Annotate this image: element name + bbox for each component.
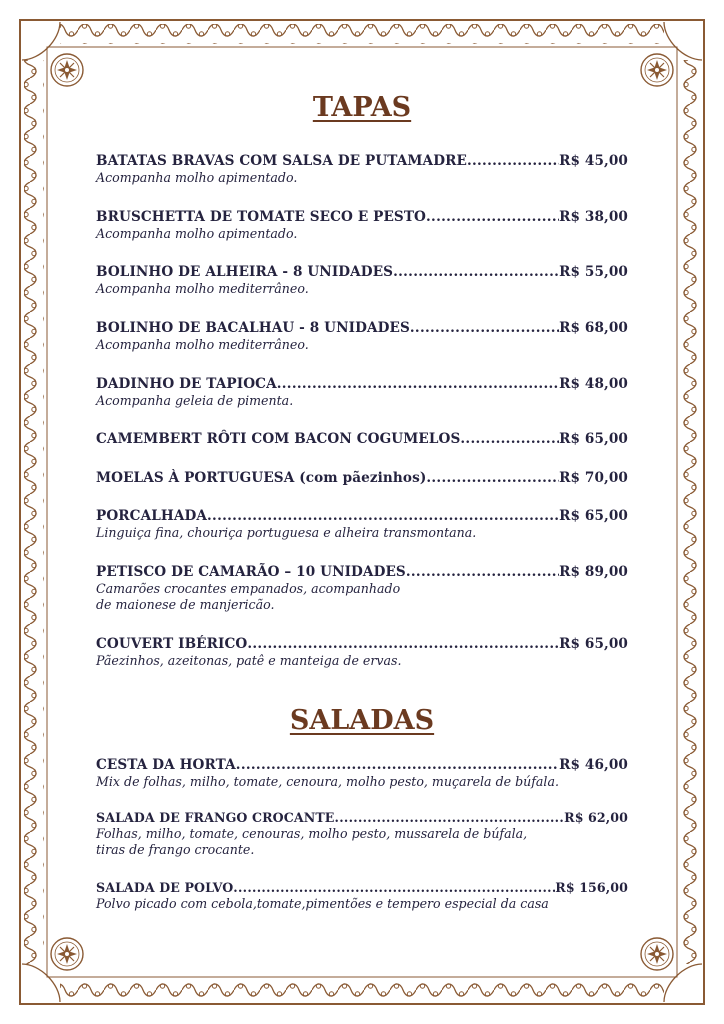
item-price: R$ 65,00 [559, 431, 628, 447]
item-name: PETISCO DE CAMARÃO – 10 UNIDADES [96, 564, 406, 580]
dot-leader [247, 636, 559, 652]
menu-item [96, 508, 628, 541]
item-description: Polvo picado com cebola,tomate,pimentões e tempero especial da casa [96, 896, 549, 911]
item-description: Acompanha molho mediterrâneo. [96, 281, 309, 296]
menu-item [96, 636, 628, 669]
dot-leader [406, 564, 559, 580]
item-price: R$ 62,00 [564, 810, 628, 825]
dot-leader [393, 264, 559, 280]
item-name: PORCALHADA [96, 508, 208, 524]
item-name: BATATAS BRAVAS COM SALSA DE PUTAMADRE [96, 153, 467, 169]
dot-leader [277, 376, 559, 392]
item-description: Acompanha molho mediterrâneo. [96, 337, 309, 352]
item-description: Acompanha geleia de pimenta. [96, 393, 294, 408]
menu-item [96, 320, 628, 353]
item-price: R$ 89,00 [559, 564, 628, 580]
item-price: R$ 46,00 [559, 757, 628, 773]
menu-item [96, 264, 628, 297]
item-price: R$ 55,00 [559, 264, 628, 280]
item-description: Folhas, milho, tomate, cenouras, molho pesto, mussarela de búfala, tiras de frango crocante. [96, 826, 528, 857]
item-description: Acompanha molho apimentado. [96, 170, 298, 185]
menu-item [96, 431, 628, 447]
menu-item [96, 153, 628, 186]
dot-leader [236, 757, 559, 773]
item-price: R$ 156,00 [555, 880, 628, 895]
item-price: R$ 65,00 [559, 508, 628, 524]
menu-item [96, 880, 628, 912]
dot-leader [426, 209, 559, 225]
menu-item [96, 376, 628, 409]
saladas-section-title: SALADAS [289, 705, 435, 736]
item-name: COUVERT IBÉRICO [96, 636, 248, 652]
dot-leader [426, 470, 559, 486]
dot-leader [233, 880, 555, 895]
item-name: SALADA DE FRANGO CROCANTE [96, 810, 335, 825]
item-description: Acompanha molho apimentado. [96, 226, 298, 241]
item-price: R$ 45,00 [559, 153, 628, 169]
item-description: Pãezinhos, azeitonas, patê e manteiga de ervas. [96, 653, 402, 668]
item-name: BOLINHO DE BACALHAU - 8 UNIDADES [96, 320, 410, 336]
dot-leader [207, 508, 559, 524]
item-price: R$ 68,00 [559, 320, 628, 336]
item-name: DADINHO DE TAPIOCA [96, 376, 277, 392]
tapas-section-title: TAPAS [312, 92, 412, 123]
menu-item [96, 564, 628, 613]
item-name: BOLINHO DE ALHEIRA - 8 UNIDADES [96, 264, 394, 280]
item-name: MOELAS À PORTUGUESA (com pãezinhos) [96, 470, 427, 486]
item-description: Camarões crocantes empanados, acompanhado de maionese de manjericão. [96, 581, 401, 612]
item-name: BRUSCHETTA DE TOMATE SECO E PESTO [96, 209, 426, 225]
dot-leader [467, 153, 559, 169]
menu-item [96, 810, 628, 858]
item-name: SALADA DE POLVO [96, 880, 234, 895]
menu-item [96, 757, 628, 790]
item-price: R$ 48,00 [559, 376, 628, 392]
item-price: R$ 70,00 [559, 470, 628, 486]
item-name: CAMEMBERT RÔTI COM BACON COGUMELOS [96, 431, 461, 447]
item-name: CESTA DA HORTA [96, 757, 236, 773]
dot-leader [410, 320, 559, 336]
menu-item [96, 470, 628, 486]
menu-item [96, 209, 628, 242]
item-price: R$ 65,00 [559, 636, 628, 652]
item-price: R$ 38,00 [559, 209, 628, 225]
item-description: Linguiça fina, chouriça portuguesa e alheira transmontana. [96, 525, 477, 540]
dot-leader [335, 810, 565, 825]
item-description: Mix de folhas, milho, tomate, cenoura, molho pesto, muçarela de búfala. [96, 774, 559, 789]
dot-leader [460, 431, 559, 447]
